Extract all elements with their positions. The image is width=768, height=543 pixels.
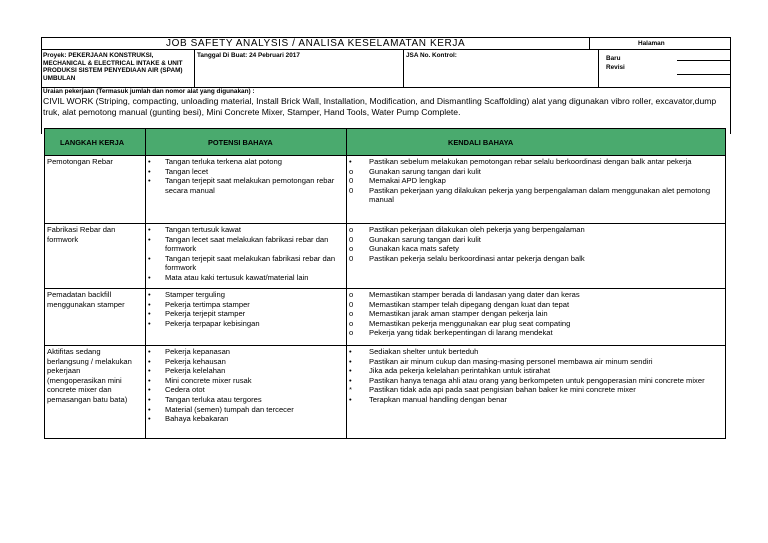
hazard-item: • Mata atau kaki tertusuk kawat/material lain <box>148 272 309 282</box>
control-item: o Pastikan pekerjaan dilakukan oleh pekerja yang berpengalaman <box>349 225 585 234</box>
row2-hazards <box>148 225 344 283</box>
hazard-item: • Pekerja terpapar kebisingan <box>148 318 260 328</box>
hazard-item: • Bahaya kebakaran <box>148 414 229 424</box>
project-info: Proyek: PEKERJAAN KONSTRUKSI, MECHANICAL & ELECTRICAL INTAKE & UNIT PRODUKSI SISTEM PENYEDIAAN AIR (SPAM) UMBULAN <box>43 52 183 82</box>
row4-controls <box>349 347 721 405</box>
description-text: CIVIL WORK (Striping, compacting, unloading material, Install Brick Wall, Installation, Modification, and Dismantling Scaffolding) alat yang digunakan vibro roller, excavator,dump truk, alat pemotong manual (gunting besi), Mini Concrete Mixer, Stamper, Hand Tools, Water Pump Complete. <box>43 96 717 117</box>
revisi-label: Revisi <box>606 64 625 71</box>
control-item: o Gunakan sarung tangan dari kulit <box>349 166 481 176</box>
document-title: JOB SAFETY ANALYSIS / ANALISA KESELAMATAN KERJA <box>166 38 466 49</box>
jsa-number: JSA No. Kontrol: <box>406 52 457 59</box>
row4-hazards <box>148 347 344 424</box>
row1-controls <box>349 157 721 205</box>
grid-row2-bottom <box>44 288 726 289</box>
col-header-step: LANGKAH KERJA <box>60 138 125 147</box>
control-item: • Pastikan sebelum melakukan pemotongan rebar selalu berkoordinasi dengan balk antar pekerja <box>349 157 692 166</box>
hazard-item: • Stamper terguling <box>148 290 225 299</box>
hazard-item: • Tangan terjepit saat melakukan pemotongan rebar secara manual <box>148 176 335 195</box>
col-header-control: KENDALI BAHAYA <box>448 138 514 147</box>
hazard-item: • Pekerja kelelahan <box>148 366 226 376</box>
control-item: • Sediakan shelter untuk berteduh <box>349 347 479 356</box>
hazard-item: • Pekerja kepanasan <box>148 347 231 356</box>
baru-label: Baru <box>606 55 621 62</box>
info-col-divider-1 <box>194 50 195 88</box>
control-item: o Memastikan jarak aman stamper dengan pekerja lain <box>349 309 548 319</box>
grid-row3-bottom <box>44 345 726 346</box>
revisi-line <box>677 74 731 75</box>
jsa-table <box>44 128 726 439</box>
row1-hazards <box>148 157 344 195</box>
hazard-item: • Tangan tertusuk kawat <box>148 225 241 234</box>
control-item: • Pastikan air minum cukup dan masing-masing personel membawa air minum sendiri <box>349 356 653 366</box>
control-item: 0 Memakai APD lengkap <box>349 176 446 186</box>
hazard-item: • Material (semen) tumpah dan tercecer <box>148 404 294 414</box>
row3-step: Pemadatan backfill menggunakan stamper <box>47 290 125 309</box>
grid-right <box>725 128 726 439</box>
hazard-item: • Mini concrete mixer rusak <box>148 375 252 385</box>
grid-col1 <box>145 128 146 439</box>
grid-header-bottom <box>44 155 726 156</box>
control-item: o Gunakan kaca mats safety <box>349 244 459 254</box>
info-col-divider-3 <box>598 50 599 88</box>
row1-step: Pemotongan Rebar <box>47 157 113 166</box>
hazard-item: • Pekerja tertimpa stamper <box>148 299 250 309</box>
control-item: • Pastikan hanya tenaga ahli atau orang yang berkompeten untuk pengoperasian mini concrete mixer <box>349 375 705 385</box>
control-item: 0 Pastikan pekerjaan yang dilakukan pekerja yang berpengalaman dalam menggunakan alet pemotong manual <box>349 185 711 205</box>
table-header <box>44 128 726 155</box>
row3-controls <box>349 290 721 338</box>
grid-col2 <box>346 128 347 439</box>
control-item: 0 Pastikan pekerja selalu berkoordinasi antar pekerja dengan balk <box>349 253 585 263</box>
control-item: o Memastikan stamper berada di landasan yang dater dan keras <box>349 290 580 299</box>
grid-row1-bottom <box>44 223 726 224</box>
frame-right <box>730 37 731 134</box>
page-label: Halaman <box>638 40 665 47</box>
hazard-item: • Pekerja kehausan <box>148 356 226 366</box>
row3-hazards <box>148 290 344 328</box>
hazard-item: • Tangan lecet saat melakukan fabrikasi rebar dan formwork <box>148 234 329 254</box>
hazard-item: • Tangan terjepit saat melakukan fabrikasi rebar dan formwork <box>148 253 336 273</box>
control-item: • Jika ada pekerja kelelahan perintahkan untuk istirahat <box>349 366 551 376</box>
grid-top <box>44 128 726 129</box>
control-item: 0 Memastikan stamper telah dipegang dengan kuat dan tepat <box>349 299 570 309</box>
hazard-item: • Cedera otot <box>148 385 205 395</box>
grid-bottom <box>44 438 726 439</box>
row2-step: Fabrikasi Rebar dan formwork <box>47 225 116 244</box>
row2-controls <box>349 225 721 263</box>
description-label: Uraian pekerjaan (Termasuk jumlah dan nomor alat yang digunakan) : <box>43 88 255 95</box>
control-item: o Memastikan pekerja menggunakan ear plug seat compating <box>349 318 571 328</box>
title-divider <box>589 37 590 50</box>
info-col-divider-2 <box>403 50 404 88</box>
col-header-hazard: POTENSI BAHAYA <box>208 138 273 147</box>
title-bottom-line <box>41 49 731 50</box>
baru-line <box>677 60 731 61</box>
control-item: 0 Gunakan sarung tangan dari kulit <box>349 234 481 244</box>
control-item: • Terapkan manual handling dengan benar <box>349 394 508 404</box>
control-item: * Pastikan tidak ada api pada saat pengisian bahan baker ke mini concrete mixer <box>349 385 636 395</box>
grid-left <box>44 128 45 439</box>
control-item: o Pekerja yang tidak berkepentingan di larang mendekat <box>349 328 553 338</box>
row4-step: Aktifitas sedang berlangsung / melakukan pekerjaan (mengoperasikan mini concrete mixer dan pemasangan batu bata) <box>47 347 132 404</box>
hazard-item: • Tangan lecet <box>148 166 209 176</box>
hazard-item: • Tangan terluka terkena alat potong <box>148 157 282 166</box>
hazard-item: • Pekerja terjepit stamper <box>148 309 246 319</box>
date-info: Tanggal Di Buat: 24 Pebruari 2017 <box>197 52 300 59</box>
frame-left <box>41 37 42 134</box>
hazard-item: • Tangan terluka atau tergores <box>148 394 262 404</box>
